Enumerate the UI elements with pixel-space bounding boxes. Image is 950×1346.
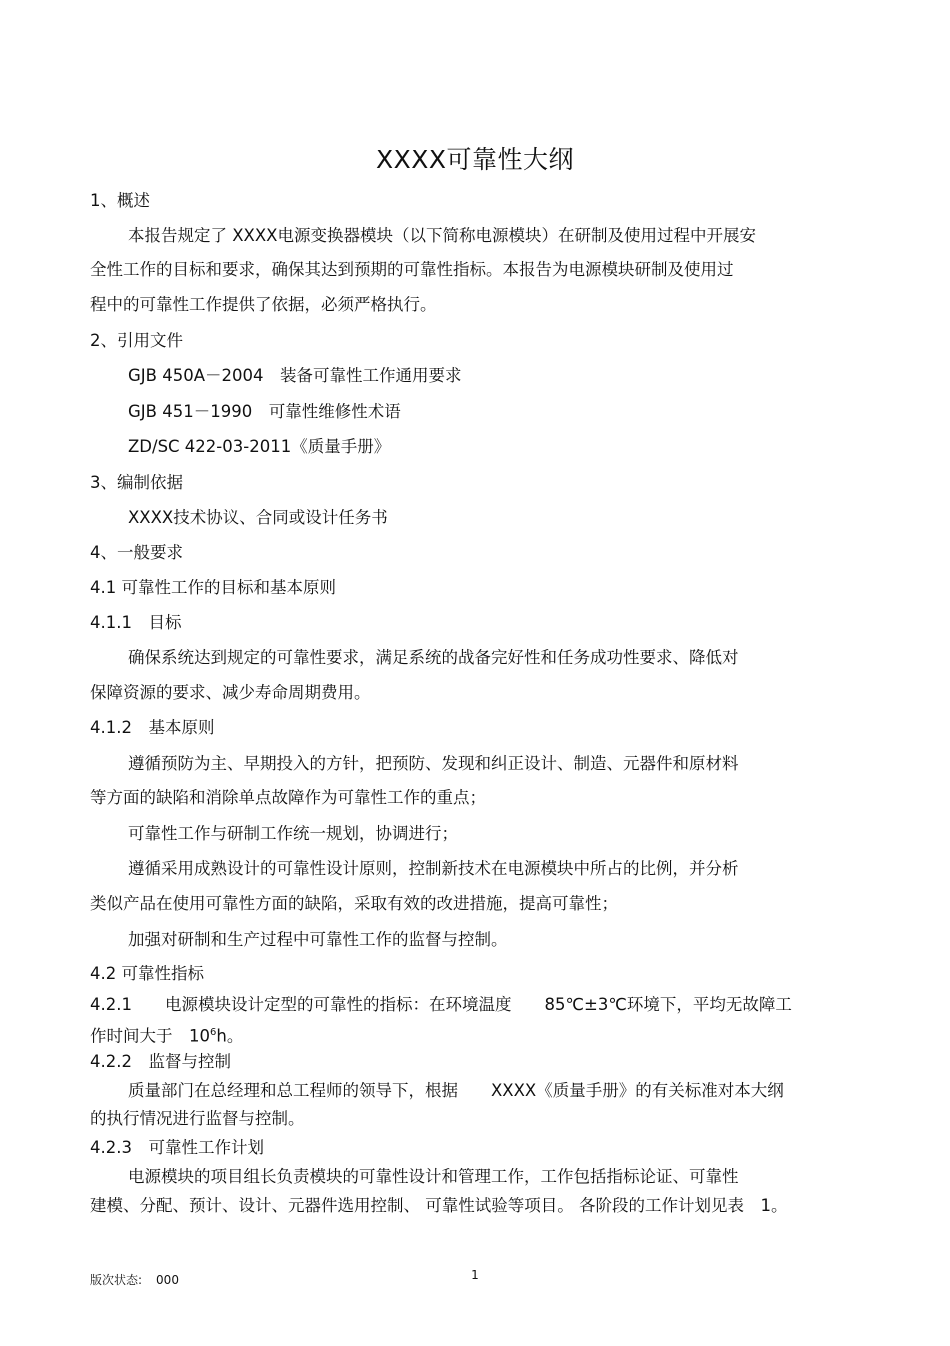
paragraph-line: 类似产品在使用可靠性方面的缺陷，采取有效的改进措施，提高可靠性； [90,894,618,913]
paragraph-line: 4.2.1 电源模块设计定型的可靠性的指标：在环境温度 85℃±3℃环境下，平均无故障工 [90,995,792,1014]
document-title: XXXX可靠性大纲 [375,145,574,174]
version-value: 000 [156,1273,179,1287]
paragraph-line: 等方面的缺陷和消除单点故障作为可靠性工作的重点； [90,788,486,807]
paragraph-line: 加强对研制和生产过程中可靠性工作的监督与控制。 [128,930,508,949]
paragraph-line: 遵循采用成熟设计的可靠性设计原则，控制新技术在电源模块中所占的比例，并分析 [128,859,739,878]
page-number: 1 [471,1268,479,1282]
version-status [90,1269,179,1291]
paragraph-line: 全性工作的目标和要求，确保其达到预期的可靠性指标。本报告为电源模块研制及使用过 [90,260,734,279]
mtbf-text: 作时间大于 10 [90,1026,210,1046]
subsection-heading: 4.1 可靠性工作的目标和基本原则 [90,578,336,597]
section-3-heading: 3、编制依据 [90,473,183,492]
paragraph-line: 建模、分配、预计、设计、元器件选用控制、 可靠性试验等项目。 各阶段的工作计划见表 1。 [90,1196,788,1215]
paragraph-line: 遵循预防为主、早期投入的方针，把预防、发现和纠正设计、制造、元器件和原材料 [128,754,739,773]
paragraph-line: 质量部门在总经理和总工程师的领导下，根据 XXXX《质量手册》的有关标准对本大纲 [128,1081,784,1100]
reference-item: GJB 450A－2004 装备可靠性工作通用要求 [128,366,462,385]
subsection-heading: 4.2.2 监督与控制 [90,1052,231,1071]
paragraph-line: 程中的可靠性工作提供了依据，必须严格执行。 [90,295,437,314]
paragraph-line: 电源模块的项目组长负责模块的可靠性设计和管理工作，工作包括指标论证、可靠性 [128,1167,739,1186]
paragraph-line: 确保系统达到规定的可靠性要求，满足系统的战备完好性和任务成功性要求、降低对 [128,648,739,667]
reference-item: ZD/SC 422-03-2011《质量手册》 [128,437,391,456]
mtbf-unit: h。 [216,1026,244,1046]
version-label: 版次状态: [90,1273,143,1287]
subsection-heading: 4.1.2 基本原则 [90,718,215,737]
section-2-heading: 2、引用文件 [90,331,183,350]
reference-item: GJB 451－1990 可靠性维修性术语 [128,402,401,421]
paragraph-line: 保障资源的要求、减少寿命周期费用。 [90,683,371,702]
mtbf-exponent: 6 [210,1027,217,1038]
paragraph-line: 本报告规定了 XXXX电源变换器模块（以下简称电源模块）在研制及使用过程中开展安 [128,226,756,245]
section-1-heading: 1、概述 [90,191,150,210]
subsection-heading: 4.2 可靠性指标 [90,964,204,983]
paragraph-line: 可靠性工作与研制工作统一规划，协调进行； [128,824,458,843]
subsection-heading: 4.1.1 目标 [90,613,182,632]
section-4-heading: 4、一般要求 [90,543,183,562]
subsection-heading: 4.2.3 可靠性工作计划 [90,1138,264,1157]
paragraph-line: 的执行情况进行监督与控制。 [90,1109,305,1128]
paragraph-line: XXXX技术协议、合同或设计任务书 [128,508,388,527]
paragraph-line [90,1022,243,1048]
